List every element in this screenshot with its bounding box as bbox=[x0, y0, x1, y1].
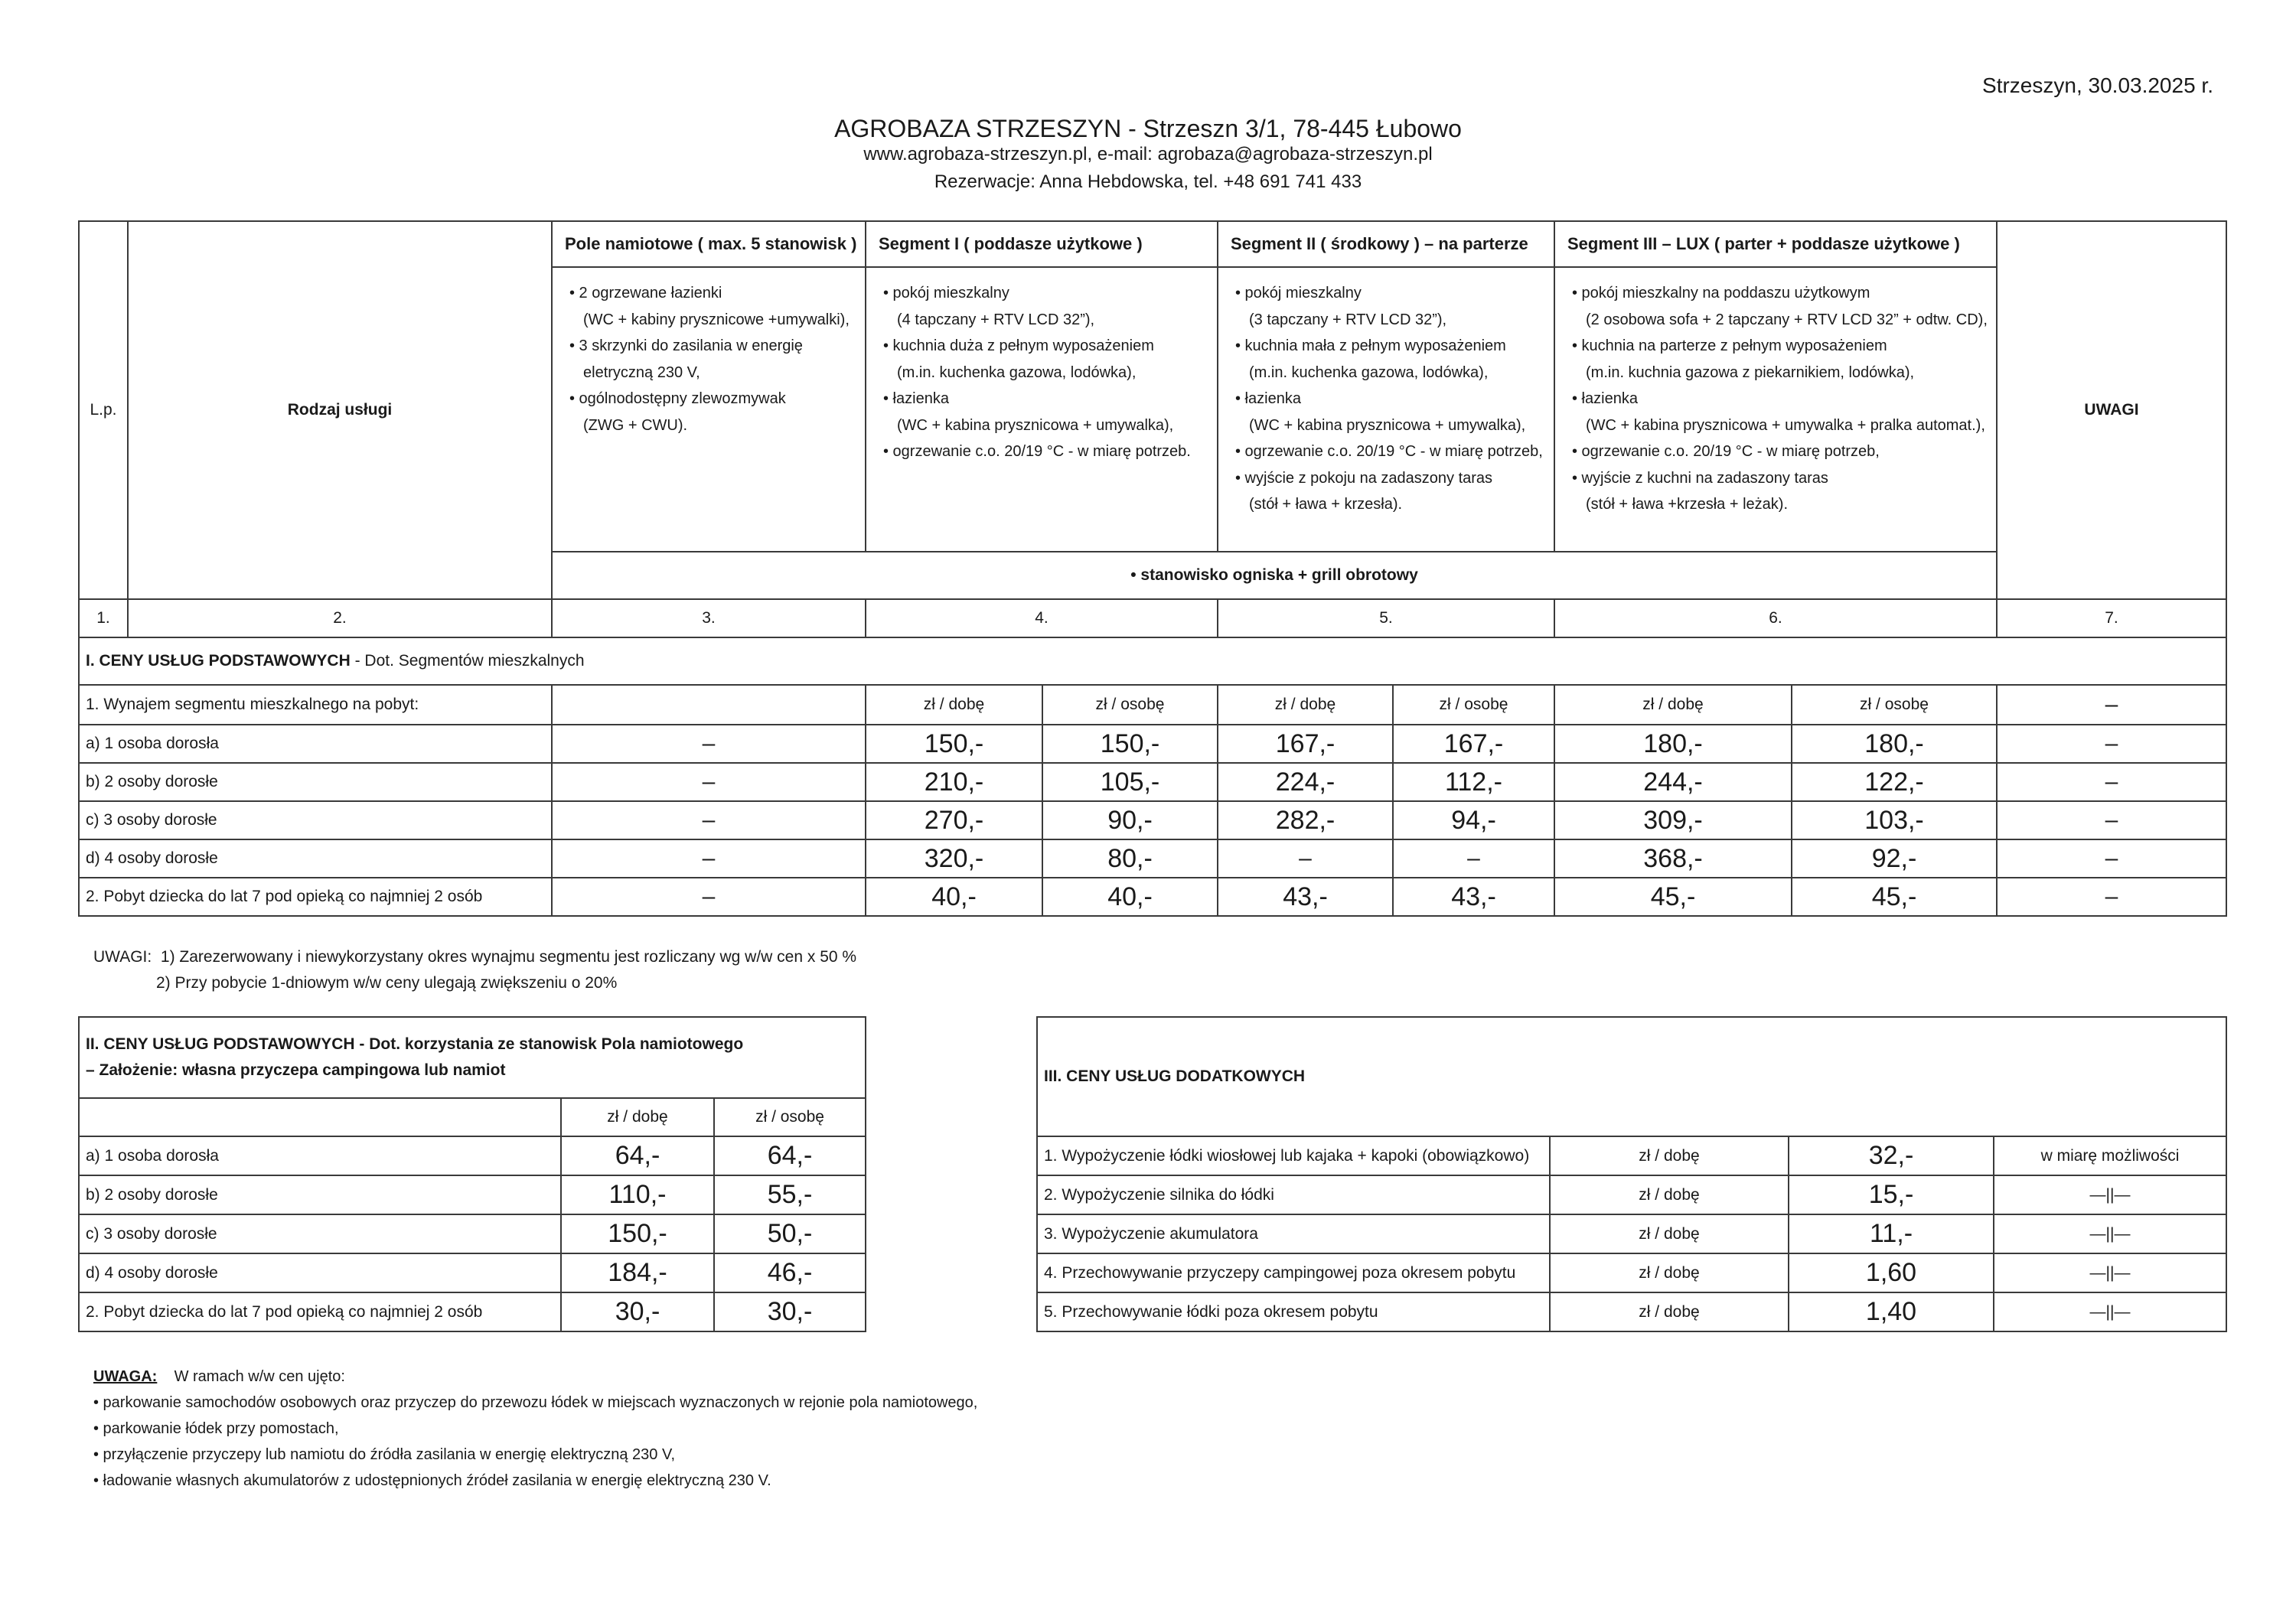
feature-line: (m.in. kuchenka gazowa, lodówka), bbox=[897, 363, 1137, 381]
feature-line: • pokój mieszkalny bbox=[883, 285, 1009, 301]
notes-label: UWAGI: bbox=[93, 948, 152, 966]
row-label: b) 2 osoby dorosłe bbox=[79, 1175, 561, 1214]
price-cell: 32,- bbox=[1789, 1136, 1994, 1175]
section-1-title bbox=[79, 637, 2226, 685]
price-cell: 43,- bbox=[1218, 878, 1393, 916]
row-label: c) 3 osoby dorosłe bbox=[79, 1214, 561, 1253]
service-header: Rodzaj usługi bbox=[128, 221, 552, 599]
table-row bbox=[1037, 1292, 2226, 1331]
feature-line: (4 tapczany + RTV LCD 32”), bbox=[897, 311, 1095, 328]
list-item: • parkowanie łódek przy pomostach, bbox=[93, 1420, 339, 1437]
column-number: 7. bbox=[1997, 599, 2226, 637]
price-cell: – bbox=[1218, 839, 1393, 878]
column-number: 1. bbox=[79, 599, 128, 637]
feature-line: • pokój mieszkalny na poddaszu użytkowym bbox=[1572, 285, 1870, 301]
price-cell: 92,- bbox=[1792, 839, 1997, 878]
feature-line: • kuchnia duża z pełnym wyposażeniem bbox=[883, 337, 1154, 354]
price-cell: 30,- bbox=[561, 1292, 714, 1331]
price-cell: 150,- bbox=[561, 1214, 714, 1253]
table-row bbox=[1037, 1214, 2226, 1253]
price-cell: 184,- bbox=[561, 1253, 714, 1292]
feature-line: (2 osobowa sofa + 2 tapczany + RTV LCD 32” + odtw. CD), bbox=[1586, 311, 1988, 328]
row-label: d) 4 osoby dorosłe bbox=[79, 1253, 561, 1292]
price-cell: 64,- bbox=[714, 1136, 866, 1175]
row-label: 3. Wypożyczenie akumulatora bbox=[1037, 1214, 1550, 1253]
row-label: 4. Przechowywanie przyczepy campingowej poza okresem pobytu bbox=[1037, 1253, 1550, 1292]
unit-header: zł / dobę bbox=[866, 685, 1042, 725]
list-item: • ładowanie własnych akumulatorów z udostępnionych źródeł zasilania w energię elektryczną 230 V. bbox=[93, 1472, 771, 1489]
price-cell: 55,- bbox=[714, 1175, 866, 1214]
segment-header-1: Segment I ( poddasze użytkowe ) bbox=[866, 221, 1218, 267]
remarks-header: UWAGI bbox=[1997, 221, 2226, 599]
feature-line: • łazienka bbox=[1235, 390, 1301, 407]
price-cell: 11,- bbox=[1789, 1214, 1994, 1253]
price-cell: 167,- bbox=[1218, 725, 1393, 763]
column-number: 2. bbox=[128, 599, 552, 637]
price-cell: 90,- bbox=[1042, 801, 1218, 839]
price-cell: – bbox=[552, 878, 866, 916]
table-row bbox=[79, 1292, 866, 1331]
price-cell: 150,- bbox=[866, 725, 1042, 763]
price-cell: 15,- bbox=[1789, 1175, 1994, 1214]
list-item: • parkowanie samochodów osobowych oraz przyczep do przewozu łódek w miejscach wyznaczonych w rejonie pola namiotowego, bbox=[93, 1394, 978, 1411]
main-pricing-table bbox=[78, 220, 2227, 917]
section-1-subtitle: - Dot. Segmentów mieszkalnych bbox=[350, 652, 585, 670]
remarks-cell: – bbox=[1997, 685, 2226, 725]
price-cell: 282,- bbox=[1218, 801, 1393, 839]
lp-header: L.p. bbox=[79, 221, 128, 599]
rental-label: 1. Wynajem segmentu mieszkalnego na pobyt: bbox=[79, 685, 552, 725]
feature-line: • kuchnia mała z pełnym wyposażeniem bbox=[1235, 337, 1506, 354]
section-2-title-line: II. CENY USŁUG PODSTAWOWYCH - Dot. korzystania ze stanowisk Pola namiotowego bbox=[86, 1035, 744, 1053]
feature-line: (WC + kabina prysznicowa + umywalka + pralka automat.), bbox=[1586, 416, 1985, 434]
price-cell: 80,- bbox=[1042, 839, 1218, 878]
company-title: AGROBAZA STRZESZYN - Strzeszn 3/1, 78-445 Łubowo bbox=[834, 115, 1462, 142]
table-row bbox=[79, 839, 2226, 878]
tent-field-pricing-table bbox=[78, 1016, 866, 1332]
price-cell: 40,- bbox=[1042, 878, 1218, 916]
additional-services-table bbox=[1036, 1016, 2227, 1332]
row-label: a) 1 osoba dorosła bbox=[79, 1136, 561, 1175]
feature-line: (m.in. kuchenka gazowa, lodówka), bbox=[1249, 363, 1489, 381]
table-row bbox=[79, 1136, 866, 1175]
note-2: 2) Przy pobycie 1-dniowym w/w ceny ulegają zwiększeniu o 20% bbox=[156, 974, 618, 992]
price-cell: 50,- bbox=[714, 1214, 866, 1253]
unit-cell: zł / dobę bbox=[1550, 1175, 1789, 1214]
feature-line: • ogrzewanie c.o. 20/19 °C - w miarę potrzeb, bbox=[1235, 443, 1543, 460]
column-number: 5. bbox=[1218, 599, 1554, 637]
feature-line: (m.in. kuchnia gazowa z piekarnikiem, lodówka), bbox=[1586, 363, 1915, 381]
remarks-cell: – bbox=[1997, 839, 2226, 878]
feature-line: (WC + kabina prysznicowa + umywalka), bbox=[897, 416, 1174, 434]
price-cell: – bbox=[1393, 839, 1554, 878]
price-cell: 30,- bbox=[714, 1292, 866, 1331]
segment-header-3: Segment III – LUX ( parter + poddasze użytkowe ) bbox=[1554, 221, 1997, 267]
remarks-cell: – bbox=[1997, 725, 2226, 763]
unit-cell: zł / dobę bbox=[1550, 1214, 1789, 1253]
features-pole bbox=[552, 267, 866, 552]
price-cell: 150,- bbox=[1042, 725, 1218, 763]
row-label: d) 4 osoby dorosłe bbox=[79, 839, 552, 878]
price-cell: 224,- bbox=[1218, 763, 1393, 801]
feature-line: (WC + kabiny prysznicowe +umywalki), bbox=[583, 311, 850, 328]
price-cell: – bbox=[552, 725, 866, 763]
list-item: • przyłączenie przyczepy lub namiotu do źródła zasilania w energię elektryczną 230 V, bbox=[93, 1446, 675, 1463]
row-label: 5. Przechowywanie łódki poza okresem pobytu bbox=[1037, 1292, 1550, 1331]
feature-line: • pokój mieszkalny bbox=[1235, 285, 1362, 301]
pricing-notes bbox=[93, 944, 856, 996]
table-row bbox=[79, 1214, 866, 1253]
section-2-title-line: – Założenie: własna przyczepa campingowa lub namiot bbox=[86, 1061, 506, 1079]
price-cell: 112,- bbox=[1393, 763, 1554, 801]
feature-line: • ogrzewanie c.o. 20/19 °C - w miarę potrzeb, bbox=[1572, 443, 1880, 460]
table-row bbox=[79, 763, 2226, 801]
feature-line: • wyjście z pokoju na zadaszony taras bbox=[1235, 469, 1493, 487]
price-cell: 309,- bbox=[1554, 801, 1792, 839]
price-cell: 167,- bbox=[1393, 725, 1554, 763]
price-cell: 368,- bbox=[1554, 839, 1792, 878]
feature-line: • łazienka bbox=[883, 390, 949, 407]
price-cell: 40,- bbox=[866, 878, 1042, 916]
uwaga-intro: W ramach w/w cen ujęto: bbox=[174, 1368, 345, 1385]
price-cell: 180,- bbox=[1792, 725, 1997, 763]
table-row bbox=[79, 725, 2226, 763]
feature-line: • kuchnia na parterze z pełnym wyposażeniem bbox=[1572, 337, 1887, 354]
price-cell: 45,- bbox=[1792, 878, 1997, 916]
feature-line: • wyjście z kuchni na zadaszony taras bbox=[1572, 469, 1828, 487]
unit-header: zł / osobę bbox=[714, 1098, 866, 1136]
note-cell: w miarę możliwości bbox=[1994, 1136, 2226, 1175]
unit-cell: zł / dobę bbox=[1550, 1292, 1789, 1331]
price-cell: 94,- bbox=[1393, 801, 1554, 839]
price-cell: 1,40 bbox=[1789, 1292, 1994, 1331]
remarks-cell: – bbox=[1997, 878, 2226, 916]
feature-line: (stół + ława +krzesła + leżak). bbox=[1586, 496, 1788, 513]
unit-cell: zł / dobę bbox=[1550, 1253, 1789, 1292]
price-cell: 320,- bbox=[866, 839, 1042, 878]
column-number: 3. bbox=[552, 599, 866, 637]
table-row bbox=[79, 1253, 866, 1292]
feature-line: (WC + kabina prysznicowa + umywalka), bbox=[1249, 416, 1526, 434]
unit-header: zł / osobę bbox=[1792, 685, 1997, 725]
feature-line: • 2 ogrzewane łazienki bbox=[569, 285, 722, 301]
table-row bbox=[79, 801, 2226, 839]
price-cell: – bbox=[552, 839, 866, 878]
price-cell: 43,- bbox=[1393, 878, 1554, 916]
table-row bbox=[79, 1175, 866, 1214]
price-cell: 45,- bbox=[1554, 878, 1792, 916]
segment-header-2: Segment II ( środkowy ) – na parterze bbox=[1218, 221, 1554, 267]
feature-line: (ZWG + CWU). bbox=[583, 416, 688, 434]
segment-header-pole: Pole namiotowe ( max. 5 stanowisk ) bbox=[552, 221, 866, 267]
table-row bbox=[1037, 1175, 2226, 1214]
remarks-cell: – bbox=[1997, 801, 2226, 839]
row-label: 2. Pobyt dziecka do lat 7 pod opieką co najmniej 2 osób bbox=[79, 1292, 561, 1331]
price-cell: 180,- bbox=[1554, 725, 1792, 763]
row-label: 2. Pobyt dziecka do lat 7 pod opieką co najmniej 2 osób bbox=[79, 878, 552, 916]
table-row bbox=[1037, 1253, 2226, 1292]
column-number: 4. bbox=[866, 599, 1218, 637]
price-cell: – bbox=[552, 763, 866, 801]
included-services-note bbox=[93, 1364, 977, 1494]
feature-line: (3 tapczany + RTV LCD 32”), bbox=[1249, 311, 1447, 328]
note-cell: —||— bbox=[1994, 1214, 2226, 1253]
price-cell: 244,- bbox=[1554, 763, 1792, 801]
features-segment-2 bbox=[1218, 267, 1554, 552]
feature-line: • 3 skrzynki do zasilania w energię bbox=[569, 337, 803, 354]
uwaga-label: UWAGA: bbox=[93, 1368, 158, 1385]
price-cell: 110,- bbox=[561, 1175, 714, 1214]
row-label: b) 2 osoby dorosłe bbox=[79, 763, 552, 801]
price-cell: 1,60 bbox=[1789, 1253, 1994, 1292]
table-row bbox=[79, 878, 2226, 916]
price-cell: 105,- bbox=[1042, 763, 1218, 801]
row-label: 2. Wypożyczenie silnika do łódki bbox=[1037, 1175, 1550, 1214]
section-2-title bbox=[79, 1017, 866, 1098]
unit-header: zł / osobę bbox=[1393, 685, 1554, 725]
feature-line: (stół + ława + krzesła). bbox=[1249, 496, 1403, 513]
feature-line: • łazienka bbox=[1572, 390, 1638, 407]
price-cell: 270,- bbox=[866, 801, 1042, 839]
row-label: a) 1 osoba dorosła bbox=[79, 725, 552, 763]
table-row bbox=[1037, 1136, 2226, 1175]
feature-line: eletryczną 230 V, bbox=[583, 363, 700, 381]
shared-amenity: • stanowisko ogniska + grill obrotowy bbox=[552, 552, 1997, 599]
note-cell: —||— bbox=[1994, 1175, 2226, 1214]
price-cell: 122,- bbox=[1792, 763, 1997, 801]
price-cell: 210,- bbox=[866, 763, 1042, 801]
unit-header: zł / dobę bbox=[1218, 685, 1393, 725]
row-label: 1. Wypożyczenie łódki wiosłowej lub kajaka + kapoki (obowiązkowo) bbox=[1037, 1136, 1550, 1175]
note-cell: —||— bbox=[1994, 1292, 2226, 1331]
price-cell: 103,- bbox=[1792, 801, 1997, 839]
row-label: c) 3 osoby dorosłe bbox=[79, 801, 552, 839]
remarks-cell: – bbox=[1997, 763, 2226, 801]
unit-header: zł / dobę bbox=[1554, 685, 1792, 725]
document-date: Strzeszyn, 30.03.2025 r. bbox=[1982, 73, 2213, 97]
section-3-title: III. CENY USŁUG DODATKOWYCH bbox=[1037, 1017, 2226, 1136]
features-segment-3 bbox=[1554, 267, 1997, 552]
reservations-contact: Rezerwacje: Anna Hebdowska, tel. +48 691 741 433 bbox=[934, 171, 1362, 192]
price-cell: 46,- bbox=[714, 1253, 866, 1292]
unit-header: zł / dobę bbox=[561, 1098, 714, 1136]
price-cell: – bbox=[552, 801, 866, 839]
unit-header: zł / osobę bbox=[1042, 685, 1218, 725]
section-1-heading: I. CENY USŁUG PODSTAWOWYCH bbox=[86, 652, 351, 670]
note-cell: —||— bbox=[1994, 1253, 2226, 1292]
unit-cell: zł / dobę bbox=[1550, 1136, 1789, 1175]
features-segment-1 bbox=[866, 267, 1218, 552]
company-contact: www.agrobaza-strzeszyn.pl, e-mail: agrobaza@agrobaza-strzeszyn.pl bbox=[863, 144, 1433, 165]
note-1: 1) Zarezerwowany i niewykorzystany okres wynajmu segmentu jest rozliczany wg w/w cen x 50 % bbox=[160, 948, 857, 966]
feature-line: • ogólnodostępny zlewozmywak bbox=[569, 390, 786, 407]
column-number: 6. bbox=[1554, 599, 1997, 637]
price-cell: 64,- bbox=[561, 1136, 714, 1175]
feature-line: • ogrzewanie c.o. 20/19 °C - w miarę potrzeb. bbox=[883, 443, 1191, 460]
